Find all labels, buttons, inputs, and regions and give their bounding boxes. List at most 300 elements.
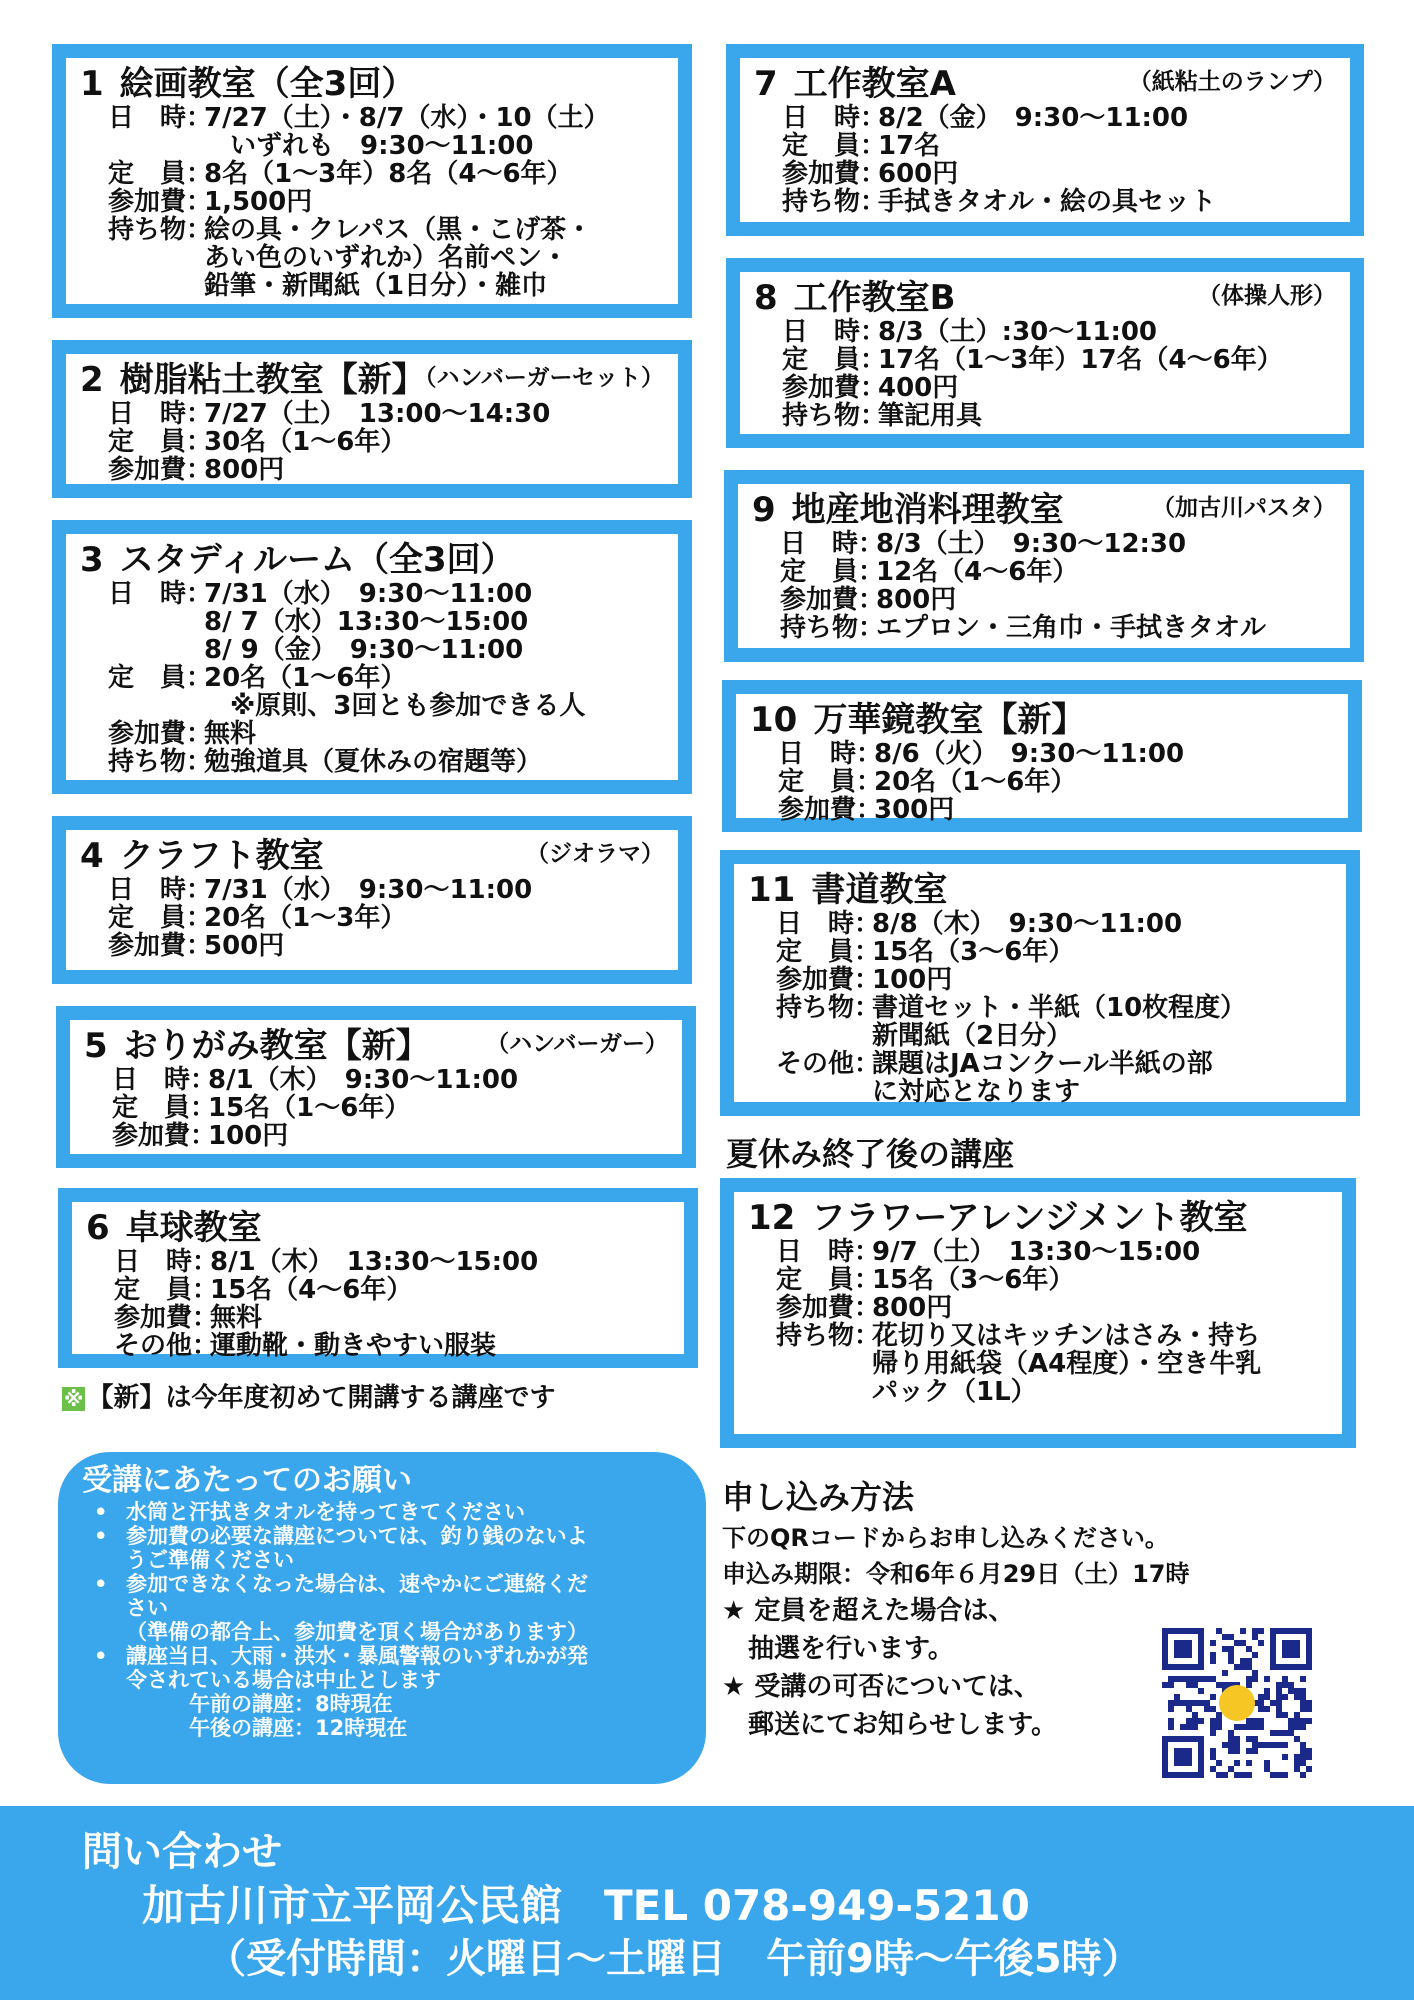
detail-label: 定 員：: [108, 427, 213, 457]
detail-row: [776, 910, 1332, 938]
qr-module: [1228, 1652, 1234, 1658]
qr-module: [1240, 1724, 1246, 1730]
request-item-line: • 水筒と汗拭きタオルを持ってきてください: [126, 1500, 525, 1524]
qr-module: [1168, 1682, 1174, 1688]
detail-value-line: 鉛筆・新聞紙（1日分）・雑巾: [204, 271, 548, 301]
detail-value-line: 8/3（土） 9:30〜12:30: [876, 529, 1187, 559]
detail-row: [778, 768, 1334, 796]
qr-module: [1210, 1754, 1216, 1760]
detail-row: [108, 580, 664, 664]
qr-module: [1222, 1682, 1228, 1688]
detail-value-line: 400円: [878, 373, 959, 403]
qr-module: [1216, 1628, 1222, 1634]
detail-value-line: 30名（1〜6年）: [204, 427, 407, 457]
qr-module: [1252, 1724, 1258, 1730]
detail-row: [108, 904, 664, 932]
qr-module: [1198, 1688, 1204, 1694]
detail-value-line: 8/1（木） 13:30〜15:00: [210, 1247, 539, 1277]
qr-module: [1264, 1742, 1270, 1748]
qr-module: [1192, 1712, 1198, 1718]
detail-label: 日 時：: [776, 1237, 881, 1267]
qr-module: [1300, 1700, 1306, 1706]
qr-module: [1240, 1658, 1246, 1664]
qr-module: [1234, 1664, 1240, 1670]
qr-module: [1210, 1652, 1216, 1658]
detail-row: [782, 318, 1336, 346]
qr-module: [1216, 1718, 1222, 1724]
detail-row: [112, 1122, 668, 1150]
course-subtitle: （体操人形）: [1198, 283, 1336, 309]
detail-label: その他：: [776, 1049, 881, 1079]
qr-module: [1198, 1700, 1204, 1706]
qr-module: [1270, 1742, 1276, 1748]
detail-row: [108, 932, 664, 960]
detail-label: 定 員：: [778, 767, 883, 797]
qr-module: [1252, 1742, 1258, 1748]
detail-value: [878, 402, 982, 430]
qr-module: [1264, 1688, 1270, 1694]
qr-module: [1300, 1724, 1306, 1730]
detail-label: 持ち物：: [108, 747, 213, 777]
qr-module: [1216, 1712, 1222, 1718]
detail-row: [112, 1066, 668, 1094]
qr-module: [1180, 1676, 1186, 1682]
detail-value-line: 課題はJAコンクール半紙の部: [872, 1049, 1213, 1079]
detail-value-line: 100円: [872, 965, 953, 995]
detail-label: 参加費：: [108, 931, 213, 961]
qr-module: [1294, 1766, 1300, 1772]
course-number: 2: [80, 360, 104, 400]
detail-value-line: 15名（1〜6年）: [208, 1093, 411, 1123]
course-details: [778, 740, 1334, 824]
detail-value: [210, 1248, 538, 1276]
qr-module: [1276, 1694, 1282, 1700]
qr-module: [1294, 1724, 1300, 1730]
qr-module: [1186, 1700, 1192, 1706]
detail-value: [872, 994, 1246, 1050]
detail-value-line: 15名（3〜6年）: [872, 1265, 1075, 1295]
course-name: おりがみ教室【新】: [123, 1026, 430, 1066]
course-name: 工作教室A: [793, 64, 956, 104]
detail-value: [204, 664, 585, 720]
qr-module: [1300, 1742, 1306, 1748]
detail-row: [782, 132, 1336, 160]
qr-module: [1252, 1652, 1258, 1658]
detail-value-line: 500円: [204, 931, 285, 961]
detail-value-line: 20名（1〜6年）: [874, 767, 1077, 797]
qr-module: [1252, 1628, 1258, 1634]
detail-label: 日 時：: [782, 103, 887, 133]
request-item-line: 令されている場合は中止とします: [126, 1668, 441, 1692]
course-number: 4: [80, 836, 104, 876]
detail-value: [874, 740, 1184, 768]
course-card-9: [724, 470, 1364, 662]
qr-module: [1258, 1628, 1264, 1634]
request-item-line: うご準備ください: [126, 1548, 294, 1572]
qr-module: [1300, 1748, 1306, 1754]
course-number: 6: [86, 1208, 110, 1248]
course-details: [114, 1248, 670, 1360]
qr-module: [1264, 1760, 1270, 1766]
qr-module: [1234, 1736, 1240, 1742]
qr-module: [1258, 1724, 1264, 1730]
course-details: [782, 104, 1336, 216]
detail-row: [108, 104, 664, 160]
qr-module: [1210, 1748, 1216, 1754]
qr-module: [1246, 1772, 1252, 1778]
detail-label: 参加費：: [776, 965, 881, 995]
detail-label: 定 員：: [114, 1275, 219, 1305]
qr-module: [1306, 1700, 1312, 1706]
detail-value-line: 無料: [210, 1303, 263, 1333]
detail-value-line: 新聞紙（2日分）: [872, 1021, 1073, 1051]
course-number: 9: [752, 490, 776, 530]
detail-value-line: 7/31（水） 9:30〜11:00: [204, 875, 533, 905]
course-name: 樹脂粘土教室【新】: [119, 360, 426, 400]
qr-module: [1276, 1706, 1282, 1712]
course-details: [112, 1066, 668, 1150]
contact-org-phone: 加古川市立平岡公民館 TEL 078-949-5210: [142, 1881, 1030, 1930]
detail-row: [108, 428, 664, 456]
course-subtitle: （ハンバーガーセット）: [413, 365, 664, 391]
detail-value-line: 手拭きタオル・絵の具セット: [878, 187, 1217, 217]
new-course-note: [62, 1382, 555, 1415]
request-title: 受講にあたってのお願い: [82, 1463, 412, 1498]
request-item-line: • 参加できなくなった場合は、速やかにご連絡くだ: [126, 1572, 588, 1596]
qr-module: [1246, 1646, 1252, 1652]
detail-row: [782, 188, 1336, 216]
qr-module: [1204, 1676, 1210, 1682]
qr-module: [1288, 1682, 1294, 1688]
course-number: 7: [754, 64, 778, 104]
detail-value-line: 絵の具・クレパス（黒・こげ茶・: [204, 215, 593, 245]
course-card-8: [726, 258, 1364, 448]
detail-value-line: 7/31（水） 9:30〜11:00: [204, 579, 533, 609]
course-title: [750, 700, 1334, 740]
detail-value: [210, 1276, 412, 1304]
detail-row: [776, 1266, 1328, 1294]
qr-module: [1276, 1772, 1282, 1778]
detail-value-line: 800円: [876, 585, 957, 615]
course-title: [754, 64, 1336, 104]
qr-module: [1240, 1772, 1246, 1778]
qr-module: [1210, 1676, 1216, 1682]
detail-row: [782, 374, 1336, 402]
course-name: 卓球教室: [125, 1208, 262, 1248]
qr-module: [1258, 1742, 1264, 1748]
detail-label: 定 員：: [108, 159, 213, 189]
course-subtitle: （ジオラマ）: [526, 841, 664, 867]
course-card-11: [720, 850, 1360, 1116]
detail-value-line: 7/27（土）・8/7（水）・10（土）: [204, 103, 610, 133]
qr-module: [1192, 1682, 1198, 1688]
detail-value: [872, 1266, 1074, 1294]
request-list: [82, 1500, 686, 1740]
course-name: 工作教室B: [793, 278, 956, 318]
detail-value-line: 書道セット・半紙（10枚程度）: [872, 993, 1247, 1023]
qr-module: [1228, 1646, 1234, 1652]
qr-module: [1246, 1724, 1252, 1730]
detail-value: [878, 346, 1283, 374]
detail-label: 参加費：: [114, 1303, 219, 1333]
detail-row: [776, 1294, 1328, 1322]
qr-module: [1228, 1766, 1234, 1772]
qr-module: [1246, 1718, 1252, 1724]
qr-module: [1228, 1748, 1234, 1754]
qr-module: [1240, 1664, 1246, 1670]
qr-module: [1282, 1772, 1288, 1778]
qr-module: [1222, 1634, 1228, 1640]
qr-module: [1174, 1748, 1192, 1766]
course-name: 絵画教室（全3回）: [119, 64, 416, 104]
course-title: [84, 1026, 668, 1066]
detail-label: 参加費：: [108, 187, 213, 217]
request-item-line: さい: [126, 1596, 168, 1620]
detail-value: [872, 1322, 1261, 1406]
qr-module: [1168, 1718, 1174, 1724]
detail-value: [876, 558, 1078, 586]
qr-module: [1276, 1688, 1282, 1694]
course-number: 8: [754, 278, 778, 318]
detail-label: 定 員：: [776, 937, 881, 967]
detail-value-line: 7/27（土） 13:00〜14:30: [204, 399, 551, 429]
detail-value: [204, 876, 532, 904]
qr-module: [1294, 1694, 1300, 1700]
detail-row: [108, 664, 664, 720]
course-name: 万華鏡教室【新】: [813, 700, 1086, 740]
qr-module: [1174, 1700, 1180, 1706]
qr-module: [1258, 1706, 1264, 1712]
qr-module: [1174, 1640, 1192, 1658]
qr-module: [1192, 1718, 1198, 1724]
detail-value-line: 8/8（木） 9:30〜11:00: [872, 909, 1183, 939]
qr-module: [1306, 1748, 1312, 1754]
qr-module: [1168, 1676, 1174, 1682]
apply-deadline: 申込み期限：令和6年６月29日（土）17時: [722, 1560, 1190, 1588]
qr-module: [1300, 1754, 1306, 1760]
detail-value-line: 600円: [878, 159, 959, 189]
detail-value-line: 20名（1〜6年）: [204, 663, 407, 693]
qr-module: [1252, 1718, 1258, 1724]
detail-value: [872, 910, 1182, 938]
qr-module: [1300, 1706, 1306, 1712]
detail-value: [878, 160, 958, 188]
qr-module: [1300, 1760, 1306, 1766]
qr-module: [1282, 1730, 1288, 1736]
detail-value: [204, 580, 532, 664]
detail-row: [108, 876, 664, 904]
detail-label: 持ち物：: [782, 187, 887, 217]
qr-module: [1234, 1640, 1240, 1646]
detail-value-line: いずれも 9:30〜11:00: [204, 131, 534, 161]
detail-label: 定 員：: [780, 557, 885, 587]
detail-label: 日 時：: [780, 529, 885, 559]
qr-module: [1210, 1658, 1216, 1664]
qr-module: [1264, 1766, 1270, 1772]
detail-label: 日 時：: [108, 103, 213, 133]
course-title: [748, 870, 1332, 910]
qr-module: [1228, 1730, 1234, 1736]
detail-value: [210, 1332, 496, 1360]
detail-value-line: あい色のいずれか）名前ペン・: [204, 243, 569, 273]
course-details: [776, 1238, 1328, 1406]
qr-module: [1306, 1718, 1312, 1724]
detail-label: 定 員：: [108, 663, 213, 693]
detail-label: 定 員：: [776, 1265, 881, 1295]
qr-module: [1168, 1724, 1174, 1730]
qr-module: [1252, 1748, 1258, 1754]
qr-module: [1210, 1718, 1216, 1724]
detail-value: [204, 932, 284, 960]
qr-module: [1288, 1718, 1294, 1724]
course-name: 書道教室: [811, 870, 948, 910]
detail-label: 日 時：: [108, 579, 213, 609]
qr-module: [1294, 1754, 1300, 1760]
detail-value-line: 8/ 7（水）13:30〜15:00: [204, 607, 529, 637]
after-summer-section-title: 夏休み終了後の講座: [726, 1135, 1015, 1173]
detail-row: [114, 1332, 670, 1360]
qr-module: [1222, 1772, 1228, 1778]
qr-module: [1186, 1682, 1192, 1688]
detail-row: [108, 720, 664, 748]
qr-module: [1186, 1718, 1192, 1724]
detail-value-line: 9/7（土） 13:30〜15:00: [872, 1237, 1201, 1267]
detail-value: [204, 720, 256, 748]
course-card-12: [720, 1178, 1356, 1448]
detail-label: 日 時：: [776, 909, 881, 939]
detail-row: [776, 938, 1332, 966]
course-details: [782, 318, 1336, 430]
lottery-note: ★ 定員を超えた場合は、: [722, 1596, 1015, 1626]
detail-label: 持ち物：: [780, 613, 885, 643]
detail-value-line: 帰り用紙袋（A4程度）・空き牛乳: [872, 1349, 1262, 1379]
qr-module: [1258, 1694, 1264, 1700]
qr-module: [1282, 1742, 1288, 1748]
detail-row: [108, 188, 664, 216]
qr-module: [1210, 1640, 1216, 1646]
qr-module: [1210, 1724, 1216, 1730]
detail-row: [112, 1094, 668, 1122]
detail-value: [878, 318, 1157, 346]
detail-row: [108, 400, 664, 428]
course-title: [752, 490, 1336, 530]
qr-module: [1300, 1718, 1306, 1724]
detail-label: 持ち物：: [776, 993, 881, 1023]
qr-module: [1276, 1682, 1282, 1688]
detail-row: [782, 346, 1336, 374]
detail-value: [874, 768, 1076, 796]
course-title: [748, 1198, 1328, 1238]
qr-module: [1246, 1748, 1252, 1754]
detail-label: 日 時：: [782, 317, 887, 347]
qr-module: [1210, 1706, 1216, 1712]
qr-module: [1186, 1724, 1192, 1730]
detail-label: 持ち物：: [108, 215, 213, 245]
qr-module: [1264, 1694, 1270, 1700]
qr-module: [1300, 1694, 1306, 1700]
qr-code[interactable]: [1162, 1628, 1312, 1778]
detail-value: [872, 1294, 952, 1322]
qr-module: [1174, 1694, 1180, 1700]
detail-row: [114, 1248, 670, 1276]
detail-value: [204, 216, 592, 300]
qr-module: [1162, 1682, 1168, 1688]
detail-value-line: 300円: [874, 795, 955, 825]
qr-module: [1270, 1700, 1276, 1706]
request-item-line: 午前の講座：8時現在: [126, 1692, 393, 1716]
detail-value-line: 8/ 9（金） 9:30〜11:00: [204, 635, 524, 665]
qr-module: [1294, 1718, 1300, 1724]
detail-row: [776, 1322, 1328, 1406]
qr-module: [1282, 1694, 1288, 1700]
course-title: [80, 360, 664, 400]
qr-module: [1204, 1700, 1210, 1706]
detail-value-line: 勉強道具（夏休みの宿題等）: [204, 747, 543, 777]
detail-value: [208, 1122, 288, 1150]
request-item: [92, 1500, 686, 1524]
detail-row: [776, 966, 1332, 994]
note-mark: ※: [64, 1387, 84, 1411]
detail-row: [780, 586, 1336, 614]
detail-value: [878, 374, 958, 402]
request-panel: [58, 1452, 706, 1784]
detail-label: 持ち物：: [782, 401, 887, 431]
lottery-note-cont: 抽選を行います。: [722, 1634, 954, 1664]
qr-module: [1210, 1730, 1216, 1736]
qr-module: [1234, 1772, 1240, 1778]
detail-value: [204, 160, 573, 188]
course-name: クラフト教室: [119, 836, 324, 876]
qr-module: [1300, 1688, 1306, 1694]
detail-row: [114, 1304, 670, 1332]
qr-module: [1192, 1700, 1198, 1706]
qr-module: [1228, 1658, 1234, 1664]
qr-module: [1246, 1658, 1252, 1664]
detail-value-line: 8名（1〜3年）8名（4〜6年）: [204, 159, 573, 189]
course-number: 12: [748, 1198, 796, 1238]
detail-value: [878, 104, 1188, 132]
qr-module: [1216, 1760, 1222, 1766]
detail-label: その他：: [114, 1331, 219, 1361]
qr-module: [1270, 1772, 1276, 1778]
qr-module: [1234, 1748, 1240, 1754]
detail-value-line: ※原則、3回とも参加できる人: [204, 691, 586, 721]
course-title: [80, 64, 664, 104]
qr-module: [1288, 1688, 1294, 1694]
qr-module: [1264, 1706, 1270, 1712]
detail-row: [108, 160, 664, 188]
qr-module: [1276, 1700, 1282, 1706]
qr-module: [1174, 1676, 1180, 1682]
qr-module: [1252, 1736, 1258, 1742]
qr-module: [1264, 1676, 1270, 1682]
detail-label: 日 時：: [778, 739, 883, 769]
detail-value: [876, 614, 1266, 642]
contact-footer: [0, 1806, 1414, 2000]
qr-module: [1240, 1628, 1246, 1634]
detail-label: 日 時：: [108, 875, 213, 905]
detail-row: [782, 160, 1336, 188]
request-item-line: • 参加費の必要な講座については、釣り銭のないよ: [126, 1524, 588, 1548]
detail-value-line: 8/1（木） 9:30〜11:00: [208, 1065, 519, 1095]
detail-value-line: 筆記用具: [878, 401, 983, 431]
detail-value-line: 12名（4〜6年）: [876, 557, 1079, 587]
qr-module: [1234, 1742, 1240, 1748]
detail-value-line: 1,500円: [204, 187, 313, 217]
qr-module: [1282, 1676, 1288, 1682]
course-card-6: [58, 1188, 698, 1368]
note-text: 【新】は今年度初めて開講する講座です: [87, 1383, 556, 1413]
